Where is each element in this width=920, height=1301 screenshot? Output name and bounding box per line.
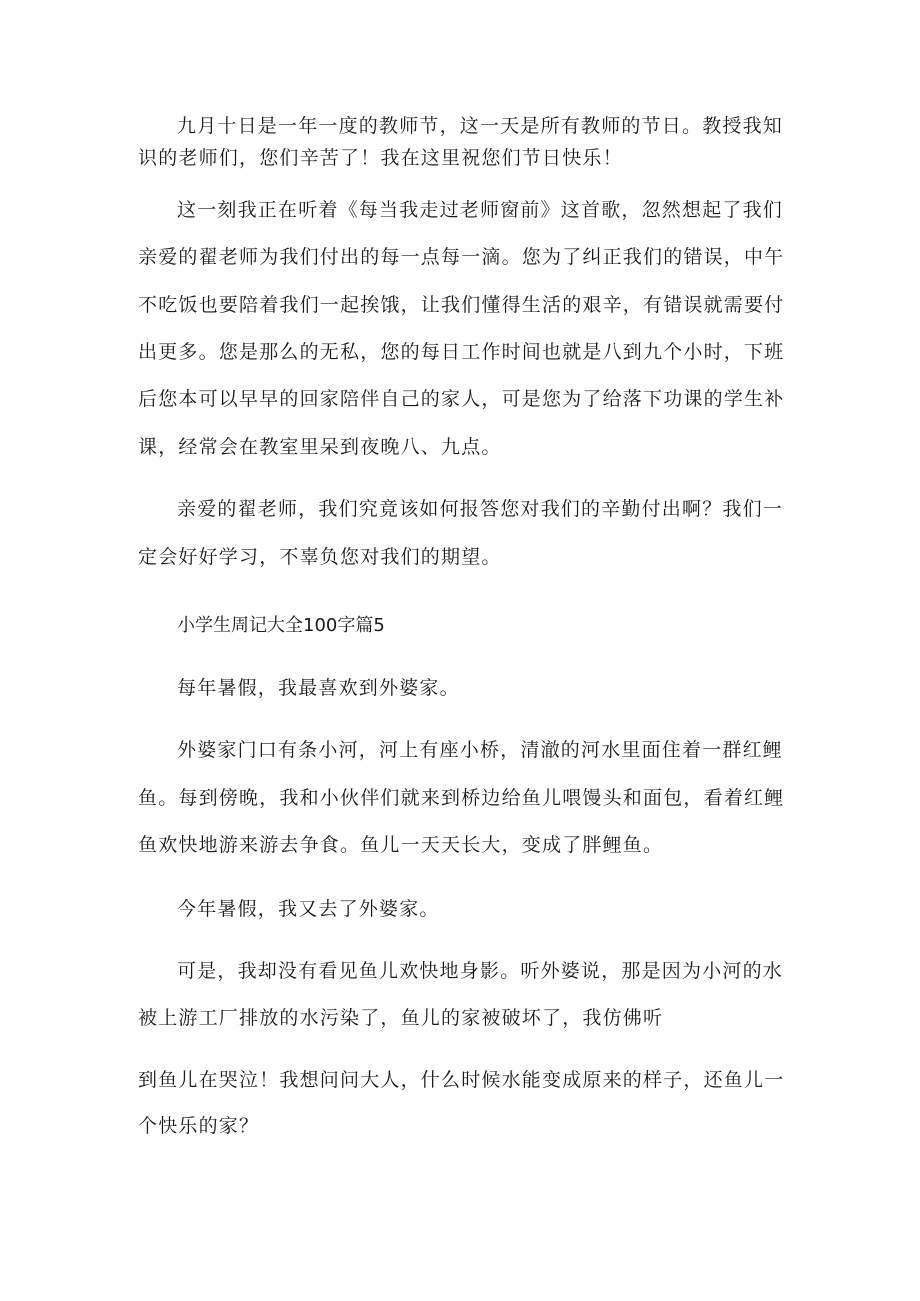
paragraph-line: 不吃饭也要陪着我们一起挨饿，让我们懂得生活的艰辛，有错误就需要付 [138, 294, 785, 316]
paragraph-line: 每年暑假，我最喜欢到外婆家。 [177, 677, 460, 699]
paragraph-line: 被上游工厂排放的水污染了，鱼儿的家被破坏了，我仿佛听 [138, 1007, 664, 1029]
section-heading: 小学生周记大全100字篇5 [177, 615, 385, 636]
paragraph-line: 后您本可以早早的回家陪伴自己的家人，可是您为了给落下功课的学生补 [138, 388, 785, 410]
paragraph-line: 鱼。每到傍晚，我和小伙伴们就来到桥边给鱼儿喂馒头和面包，看着红鲤 [138, 787, 785, 809]
paragraph-line: 这一刻我正在听着《每当我走过老师窗前》这首歌，忽然想起了我们 [177, 199, 784, 221]
paragraph-line: 课，经常会在教室里呆到夜晚八、九点。 [138, 436, 502, 458]
paragraph-line: 今年暑假，我又去了外婆家。 [177, 898, 440, 920]
paragraph-line: 个快乐的家？ [138, 1115, 260, 1137]
paragraph-line: 外婆家门口有条小河，河上有座小桥，清澈的河水里面住着一群红鲤 [177, 739, 784, 761]
paragraph-line: 识的老师们，您们辛苦了！我在这里祝您们节日快乐！ [138, 147, 623, 169]
paragraph-line: 亲爱的翟老师，我们究竟该如何报答您对我们的辛勤付出啊？我们一 [177, 498, 784, 520]
paragraph-line: 可是，我却没有看见鱼儿欢快地身影。听外婆说，那是因为小河的水 [177, 960, 784, 982]
paragraph-line: 定会好好学习，不辜负您对我们的期望。 [138, 546, 502, 568]
paragraph-line: 鱼欢快地游来游去争食。鱼儿一天天长大，变成了胖鲤鱼。 [138, 834, 664, 856]
paragraph-line: 九月十日是一年一度的教师节，这一天是所有教师的节日。教授我知 [177, 115, 784, 137]
paragraph-line: 出更多。您是那么的无私，您的每日工作时间也就是八到九个小时，下班 [138, 341, 785, 363]
paragraph-line: 到鱼儿在哭泣！我想问问大人，什么时候水能变成原来的样子，还鱼儿一 [138, 1069, 785, 1091]
paragraph-line: 亲爱的翟老师为我们付出的每一点每一滴。您为了纠正我们的错误，中午 [138, 246, 785, 268]
